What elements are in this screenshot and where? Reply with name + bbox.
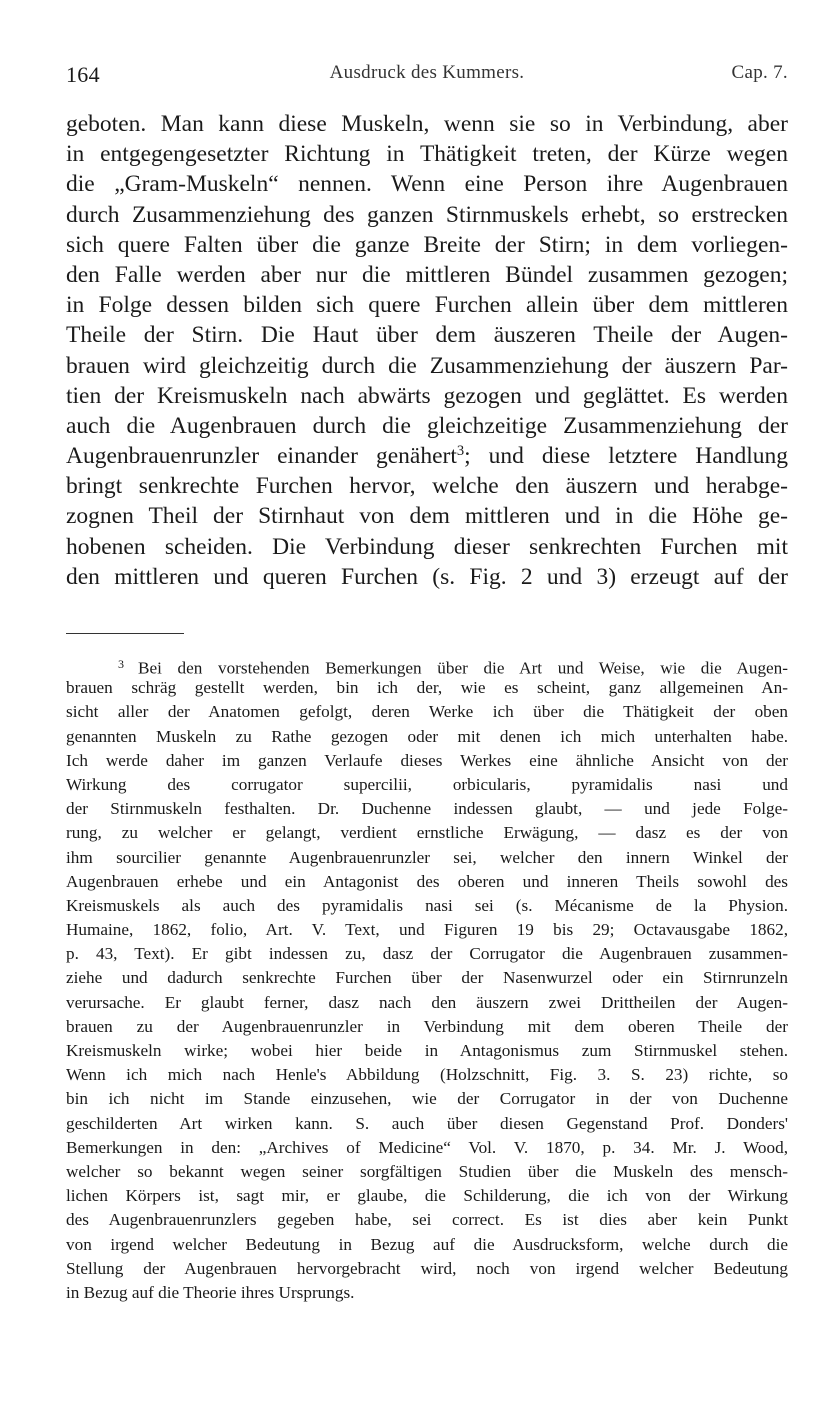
footnote-line: Ich werde daher im ganzen Verlaufe dieses Werkes eine ähnliche Ansicht von der [66,750,788,770]
footnote-line: geschilderten Art wirken kann. S. auch über diesen Gegenstand Prof. Donders' [66,1113,788,1133]
footnote-line: Stellung der Augenbrauen hervorgebracht wird, noch von irgend welcher Bedeutung [66,1258,788,1278]
footnote-line: p. 43, Text). Er gibt indessen zu, dasz der Corrugator die Augenbrauen zusammen- [66,944,788,964]
text-segment: ; und diese letztere Handlung [464,443,788,470]
text-line: Theile der Stirn. Die Haut über dem äuszeren Theile der Augen- [66,322,788,349]
footnote-line: bin ich nicht im Stande einzusehen, wie der Corrugator in der von Duchenne [66,1089,788,1109]
footnote-line: brauen zu der Augenbrauenrunzler in Verbindung mit dem oberen Theile der [66,1016,788,1036]
footnote-line: Kreismuskeln wirke; wobei hier beide in Antagonismus zum Stirnmuskel stehen. [66,1041,788,1060]
text-line: zognen Theil der Stirnhaut von dem mittleren und in die Höhe ge- [66,503,788,530]
text-line: in entgegengesetzter Richtung in Thätigkeit treten, der Kürze wegen [66,141,788,168]
text-line: in Folge dessen bilden sich quere Furchen allein über dem mittleren [66,292,788,319]
footnote-line: Humaine, 1862, folio, Art. V. Text, und Figuren 19 bis 29; Octavausgabe 1862, [66,920,788,940]
text-line: die „Gram-Muskeln“ nennen. Wenn eine Person ihre Augenbrauen [66,171,788,198]
text-line: den mittleren und queren Furchen (s. Fig. 2 und 3) erzeugt auf der [66,563,788,590]
footnote-line: genannten Muskeln zu Rathe gezogen oder mit denen ich mich unterhalten habe. [66,726,788,746]
footnote-line: Bemerkungen in den: „Archives of Medicine“ Vol. V. 1870, p. 34. Mr. J. Wood, [66,1137,788,1157]
footnote-line: der Stirnmuskeln festhalten. Dr. Duchenne indessen glaubt, — und jede Folge- [66,799,788,819]
footnote-line: ziehe und dadurch senkrechte Furchen über der Nasenwurzel oder ein Stirnrunzeln [66,968,788,988]
footnote-line: Wenn ich mich nach Henle's Abbildung (Holzschnitt, Fig. 3. S. 23) richte, so [66,1065,788,1085]
text-line: durch Zusammenziehung des ganzen Stirnmuskels erhebt, so erstrecken [66,201,788,228]
text-line: bringt senkrechte Furchen hervor, welche den äuszern und herabge- [66,473,788,500]
footnote-line: rung, zu welcher er gelangt, verdient ernstliche Erwägung, — dasz es der von [66,823,788,843]
main-text [66,109,788,592]
page-number: 164 [66,62,100,87]
footnote-line [66,652,788,676]
text-line-with-footnote-ref [66,441,788,471]
footnote-line: ihm sourcilier genannte Augenbrauenrunzler sei, welcher den innern Winkel der [66,847,788,867]
chapter-label: Cap. 7. [731,62,788,83]
text-line: hobenen scheiden. Die Verbindung dieser senkrechten Furchen mit [66,533,788,560]
footnote-text: Bei den vorstehenden Bemerkungen über die Art und Weise, wie die Augen- [138,658,788,678]
text-line: geboten. Man kann diese Muskeln, wenn sie so in Verbindung, aber [66,111,788,137]
text-line: auch die Augenbrauen durch die gleichzeitige Zusammenziehung der [66,412,788,439]
text-segment: Augenbrauenrunzler einander genähert [66,443,457,470]
page-header [66,56,788,90]
footnote-line: des Augenbrauenrunzlers gegeben habe, sei correct. Es ist dies aber kein Punkt [66,1210,788,1230]
footnote-line: Kreismuskels als auch des pyramidalis nasi sei (s. Mécanisme de la Physion. [66,895,788,915]
footnote-line: verursache. Er glaubt ferner, dasz nach den äuszern zwei Drittheilen der Augen- [66,992,788,1012]
footnote-line: in Bezug auf die Theorie ihres Ursprungs. [66,1282,355,1302]
footnote [66,652,788,1305]
footnote-marker: 3 [118,657,125,671]
text-line: tien der Kreismuskeln nach abwärts gezogen und geglättet. Es werden [66,382,788,409]
text-line: den Falle werden aber nur die mittleren Bündel zusammen gezogen; [66,261,788,288]
footnote-line: von irgend welcher Bedeutung in Bezug auf die Ausdrucksform, welche durch die [66,1234,788,1254]
footnote-line: lichen Körpers ist, sagt mir, er glaube, die Schilderung, die ich von der Wirkung [66,1186,788,1206]
running-title: Ausdruck des Kummers. [329,62,525,83]
footnote-line: sicht aller der Anatomen gefolgt, deren Werke ich über die Thätigkeit der oben [66,702,788,722]
text-line: sich quere Falten über die ganze Breite der Stirn; in dem vorliegen- [66,231,788,258]
footnote-line: Augenbrauen erhebe und ein Antagonist des oberen und inneren Theils sowohl des [66,871,788,891]
footnote-reference[interactable]: 3 [456,443,465,460]
footnote-line: brauen schräg gestellt werden, bin ich der, wie es scheint, ganz allgemeinen An- [66,678,788,698]
footnote-divider [66,633,184,634]
footnote-line: Wirkung des corrugator supercilii, orbicularis, pyramidalis nasi und [66,774,788,794]
footnote-line: welcher so bekannt wegen seiner sorgfältigen Studien über die Muskeln des mensch- [66,1161,788,1181]
text-line: brauen wird gleichzeitig durch die Zusammenziehung der äuszern Par- [66,352,788,379]
